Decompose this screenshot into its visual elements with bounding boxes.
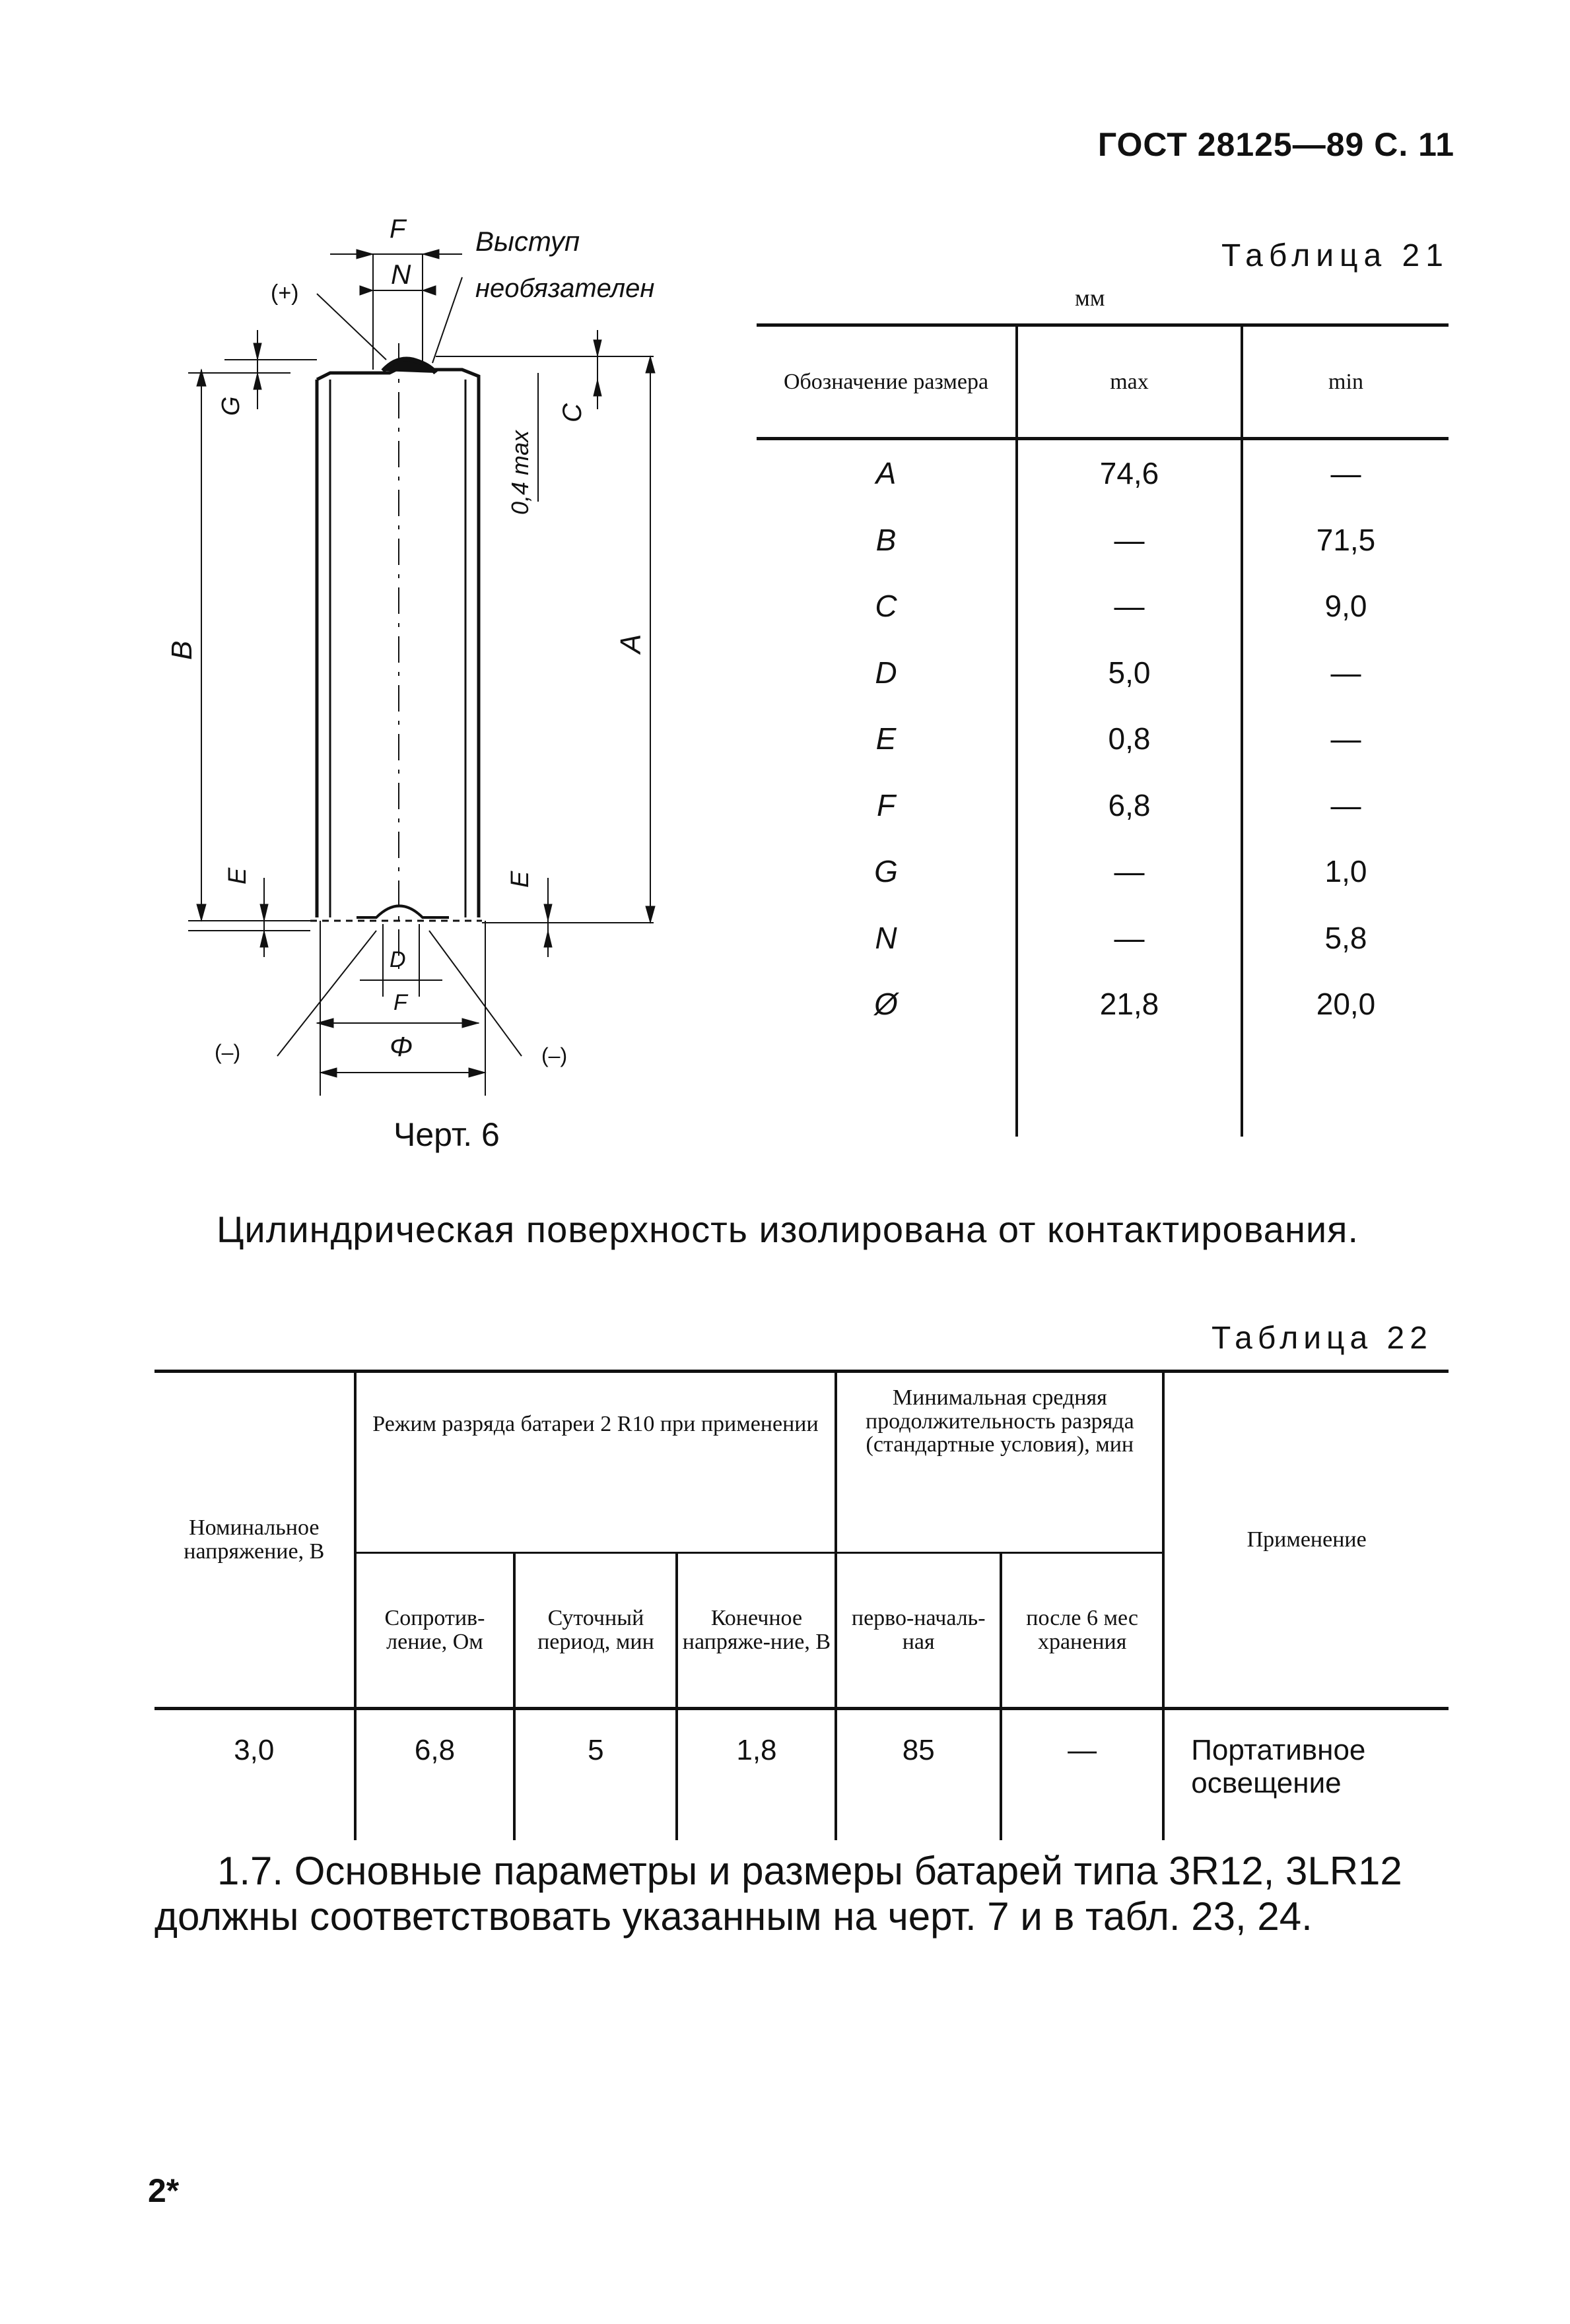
table22-header-initial: перво-началь-ная (836, 1553, 1001, 1709)
table-cell: — (1017, 905, 1242, 972)
table22-header-duration: Минимальная средняя продолжительность разряда (стандартные условия), мин (836, 1372, 1163, 1553)
table-cell: 71,5 (1316, 522, 1376, 557)
table-cell: 0,8 (1017, 706, 1242, 772)
positive-terminal (383, 359, 436, 373)
dim-label-F: F (390, 215, 406, 244)
bump-label-2: необязателен (475, 274, 655, 303)
table-cell: 6,8 (355, 1709, 515, 1841)
table21-header-min: min (1328, 369, 1363, 394)
table-cell: 5,0 (1017, 640, 1242, 706)
table22-header-resistance: Сопротив-ление, Ом (355, 1553, 515, 1709)
table-row (757, 640, 1449, 706)
table22-header-daily: Суточный период, мин (514, 1553, 677, 1709)
table-cell: 6,8 (1017, 772, 1242, 839)
table-cell: 21,8 (1017, 971, 1242, 1038)
table-cell: 20,0 (1316, 987, 1376, 1022)
table-cell: N (757, 905, 1017, 972)
page-header: ГОСТ 28125—89 С. 11 (1097, 126, 1454, 163)
dim-label-N: N (391, 259, 411, 290)
battery-drawing (145, 198, 739, 1109)
table22-header-application: Применение (1163, 1372, 1449, 1709)
table-cell: — (1001, 1709, 1163, 1841)
table-cell: — (1330, 721, 1361, 756)
table-cell: 1,0 (1324, 854, 1367, 889)
dim-label-F-bottom: F (393, 990, 407, 1015)
table22-title: Таблица 22 (1212, 1321, 1433, 1356)
table-cell: 9,0 (1324, 589, 1367, 624)
table-row (757, 706, 1449, 772)
table22-header-voltage: Номинальное напряжение, В (184, 1515, 325, 1564)
table-cell: C (757, 573, 1017, 640)
table-cell: F (757, 772, 1017, 839)
table-cell: 85 (836, 1709, 1001, 1841)
table-cell: — (1017, 838, 1242, 905)
table22-header-after-storage: после 6 мес хранения (1001, 1553, 1163, 1709)
table22-header-mode: Режим разряда батареи 2 R10 при применении (355, 1372, 836, 1553)
table-cell: 74,6 (1017, 439, 1242, 507)
page-mark: 2* (148, 2172, 180, 2209)
battery-outline (317, 370, 479, 917)
table-cell: E (757, 706, 1017, 772)
table-row (757, 507, 1449, 574)
table22-header-final-voltage: Конечное напряже-ние, В (677, 1553, 836, 1709)
drawing-caption: Черт. 6 (393, 1116, 500, 1153)
dim-label-A: A (615, 634, 647, 653)
table22-header-row-1 (154, 1372, 1449, 1553)
table21 (757, 323, 1449, 1137)
table-cell: — (1330, 787, 1361, 822)
dim-label-E-left: E (224, 867, 252, 884)
table-cell: 5,8 (1324, 920, 1367, 955)
table-row (757, 905, 1449, 972)
table-row (757, 838, 1449, 905)
plus-label: (+) (271, 281, 299, 306)
table21-header-designation: Обозначение размера (757, 325, 1017, 439)
dim-label-C: C (558, 403, 587, 422)
table21-header-row (757, 325, 1449, 439)
section-paragraph (154, 1848, 1449, 1939)
table-cell: G (757, 838, 1017, 905)
bump-label-1: Выступ (475, 226, 580, 257)
table-row (154, 1709, 1449, 1841)
paragraph-line-1: 1.7. Основные параметры и размеры батарей типа 3R12, 3LR12 (217, 1849, 1402, 1893)
table-row (757, 573, 1449, 640)
table-cell: — (1330, 456, 1361, 491)
table21-spacer-row (757, 1038, 1449, 1137)
table22 (154, 1370, 1449, 1840)
minus-label-right: (–) (541, 1044, 568, 1067)
minus-label-left: (–) (215, 1040, 241, 1064)
table21-unit: мм (1075, 284, 1105, 311)
table-cell: — (1017, 507, 1242, 574)
dim-label-D: D (390, 947, 406, 972)
table-row (757, 971, 1449, 1038)
table-cell: A (757, 439, 1017, 507)
table21-title: Таблица 21 (1221, 238, 1449, 273)
tolerance-label: 0,4 max (506, 430, 533, 515)
dim-label-G: G (217, 396, 245, 416)
table-cell: Ø (757, 971, 1017, 1038)
table-cell: 3,0 (234, 1734, 275, 1766)
table-cell: — (1330, 655, 1361, 690)
table-row (757, 439, 1449, 507)
table-cell: D (757, 640, 1017, 706)
paragraph-line-2: должны соответствовать указанным на черт. 7 и в табл. 23, 24. (154, 1894, 1313, 1939)
table-cell: 1,8 (677, 1709, 836, 1841)
table-cell: Портативное освещение (1163, 1709, 1449, 1841)
table-cell: — (1017, 573, 1242, 640)
table21-header-max: max (1017, 325, 1242, 439)
table-row (757, 772, 1449, 839)
dim-label-B: B (166, 640, 198, 660)
table-cell: 5 (514, 1709, 677, 1841)
negative-terminal (357, 906, 449, 918)
dim-label-E-right: E (506, 871, 534, 888)
table-cell: B (757, 507, 1017, 574)
insulation-note: Цилиндрическая поверхность изолирована от контактирования. (217, 1209, 1359, 1250)
dim-label-phi: Φ (390, 1031, 413, 1062)
